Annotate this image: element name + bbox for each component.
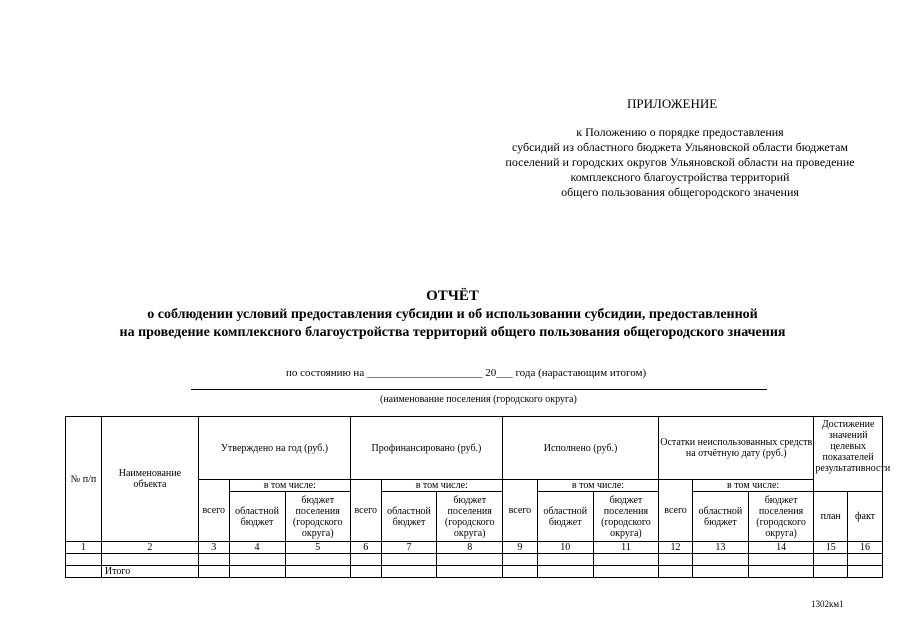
column-number: 12 — [659, 542, 693, 554]
header-number: № п/п — [66, 417, 102, 542]
header-object-name: Наименование объекта — [101, 417, 198, 542]
settlement-name-field — [191, 389, 767, 390]
column-number: 4 — [229, 542, 285, 554]
column-number: 5 — [285, 542, 350, 554]
total-label: Итого — [101, 566, 198, 578]
header-total: всего — [350, 480, 381, 542]
report-table — [65, 416, 891, 578]
total-row — [66, 566, 883, 578]
header-local-budget: бюджет поселения (городского округа) — [748, 492, 813, 542]
appendix-line: к Положению о порядке предоставления — [576, 125, 784, 139]
report-subtitle-line: на проведение комплексного благоустройства территорий общего пользования общегородского значения — [119, 325, 786, 340]
header-plan: план — [814, 492, 848, 542]
column-number: 10 — [537, 542, 593, 554]
appendix-title: ПРИЛОЖЕНИЕ — [627, 96, 718, 111]
column-number: 8 — [437, 542, 502, 554]
column-number: 15 — [814, 542, 848, 554]
appendix-line: поселений и городских округов Ульяновской области на проведение — [505, 155, 855, 169]
header-local-budget: бюджет поселения (городского округа) — [285, 492, 350, 542]
appendix-line: комплексного благоустройства территорий — [570, 170, 790, 184]
appendix-line: общего пользования общегородского значения — [561, 185, 799, 199]
as-of-date-line: по состоянию на _____________________ 20___ года (нарастающим итогом) — [286, 367, 647, 379]
header-total: всего — [198, 480, 229, 542]
header-regional-budget: областной бюджет — [537, 492, 593, 542]
header-achievement: Достижение значений целевых показателей результативности — [814, 417, 883, 492]
header-including: в том числе: — [537, 480, 658, 492]
header-total: всего — [502, 480, 537, 542]
header-local-budget: бюджет поселения (городского округа) — [437, 492, 502, 542]
table-row — [66, 554, 883, 566]
header-executed: Исполнено (руб.) — [502, 417, 658, 480]
report-subtitle — [0, 306, 905, 342]
header-including: в том числе: — [692, 480, 813, 492]
column-number: 3 — [198, 542, 229, 554]
column-number: 14 — [748, 542, 813, 554]
header-total: всего — [659, 480, 693, 542]
header-including: в том числе: — [229, 480, 350, 492]
appendix-line: субсидий из областного бюджета Ульяновской области бюджетам — [511, 140, 848, 154]
header-balance: Остатки неиспользованных средств на отчётную дату (руб.) — [659, 417, 814, 480]
column-number: 1 — [66, 542, 102, 554]
header-approved: Утверждено на год (руб.) — [198, 417, 350, 480]
document-code: 1302км1 — [811, 599, 844, 609]
column-number: 13 — [692, 542, 748, 554]
header-regional-budget: областной бюджет — [381, 492, 437, 542]
column-number: 9 — [502, 542, 537, 554]
appendix-text — [470, 125, 890, 200]
header-financed: Профинансировано (руб.) — [350, 417, 502, 480]
header-fact: факт — [848, 492, 883, 542]
header-regional-budget: областной бюджет — [229, 492, 285, 542]
header-regional-budget: областной бюджет — [692, 492, 748, 542]
report-title: ОТЧЁТ — [426, 288, 479, 304]
column-number: 11 — [593, 542, 658, 554]
column-number: 2 — [101, 542, 198, 554]
column-number: 16 — [848, 542, 883, 554]
header-local-budget: бюджет поселения (городского округа) — [593, 492, 658, 542]
header-including: в том числе: — [381, 480, 502, 492]
column-number: 6 — [350, 542, 381, 554]
settlement-name-caption: (наименование поселения (городского округа) — [380, 394, 577, 405]
column-number: 7 — [381, 542, 437, 554]
report-subtitle-line: о соблюдении условий предоставления субсидии и об использовании субсидии, предоставленной — [147, 307, 758, 322]
